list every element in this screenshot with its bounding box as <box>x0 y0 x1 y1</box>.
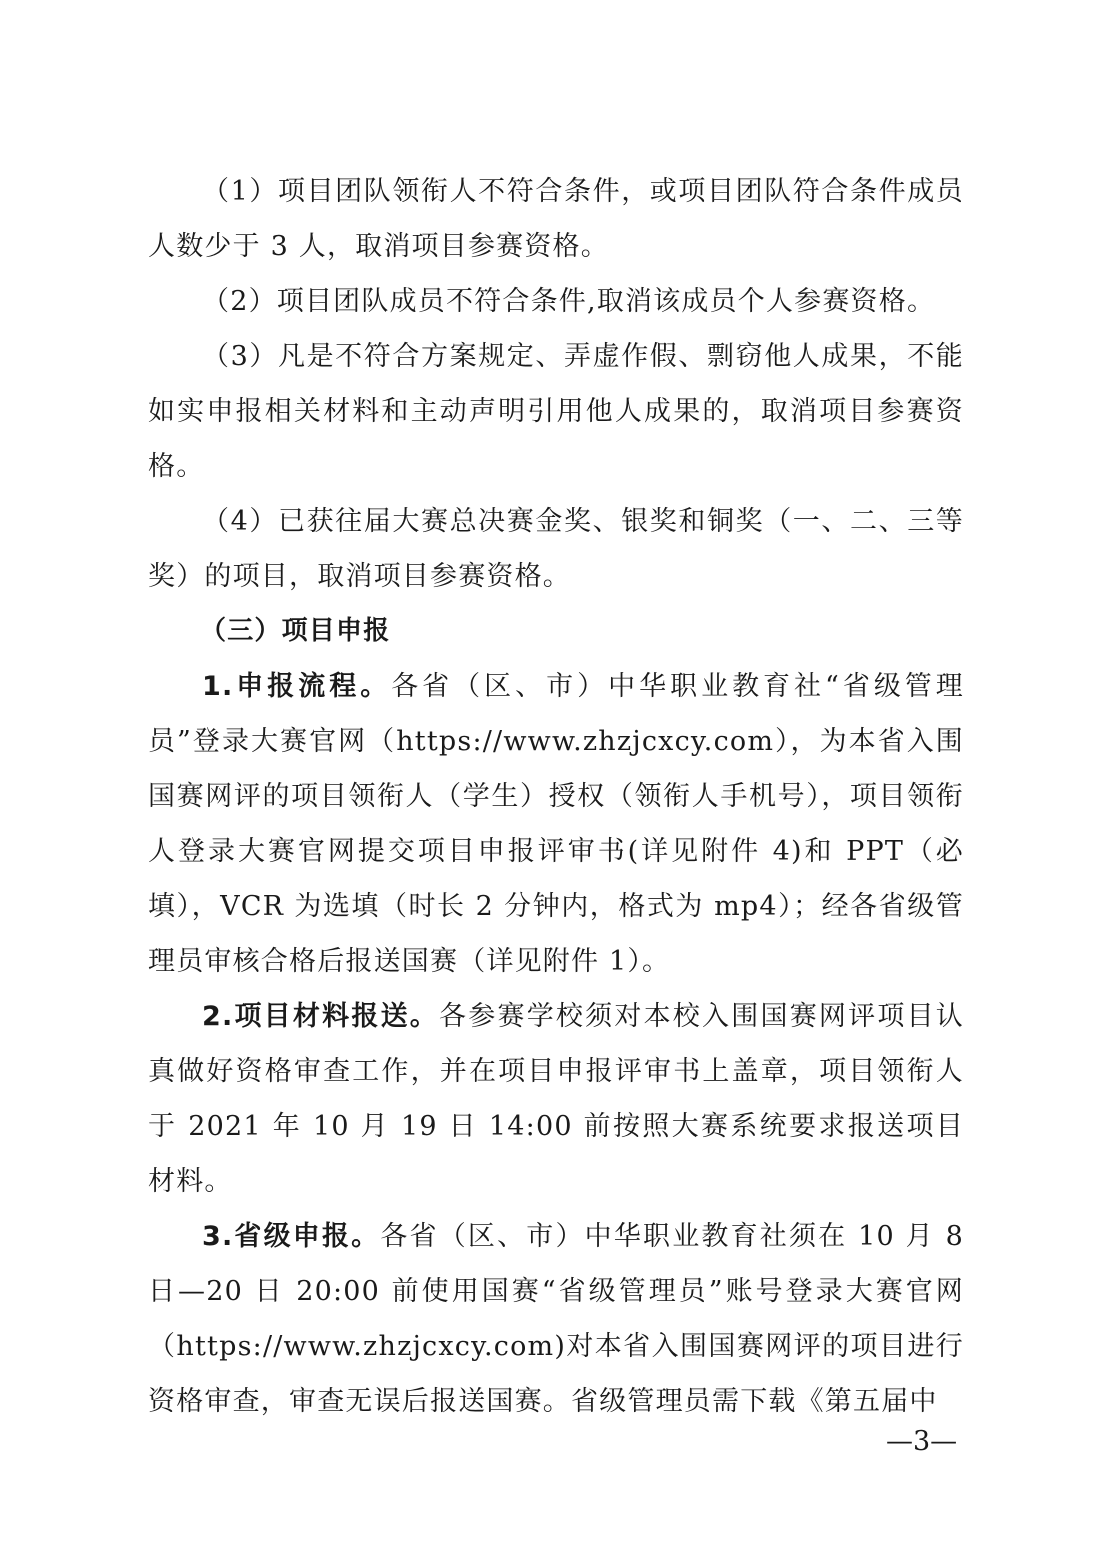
paragraph-4-text: （4）已获往届大赛总决赛金奖、银奖和铜奖（一、二、三等奖）的项目，取消项目参赛资格。 <box>148 506 964 592</box>
item-3-text: 各省（区、市）中华职业教育社须在 10 月 8 日—20 日 20:00 前使用国赛“省级管理员”账号登录大赛官网（https://www.zhzjcxcy.com)对本省入围国赛网评的项目进行资格审查，审查无误后报送国赛。省级管理员需下载《第五届中 <box>148 1221 964 1417</box>
paragraph-1-text: （1）项目团队领衔人不符合条件，或项目团队符合条件成员人数少于 3 人，取消项目参赛资格。 <box>148 176 964 262</box>
item-1 <box>148 659 964 989</box>
item-1-lead: 1.申报流程。 <box>202 671 392 702</box>
item-2-text: 各参赛学校须对本校入围国赛网评项目认真做好资格审查工作，并在项目申报评审书上盖章，项目领衔人于 2021 年 10 月 19 日 14:00 前按照大赛系统要求报送项目材料。 <box>148 1001 965 1197</box>
paragraph-3-text: （3）凡是不符合方案规定、弄虚作假、剽窃他人成果，不能如实申报相关材料和主动声明引用他人成果的，取消项目参赛资格。 <box>148 341 964 482</box>
item-3 <box>148 1209 964 1429</box>
paragraph-2 <box>148 274 964 329</box>
paragraph-3 <box>148 329 964 494</box>
item-1-text: 各省（区、市）中华职业教育社“省级管理员”登录大赛官网（https://www.zhzjcxcy.com），为本省入围国赛网评的项目领衔人（学生）授权（领衔人手机号），项目领衔人登录大赛官网提交项目申报评审书(详见附件 4)和 PPT（必填），VCR 为选填（时长 2 分钟内，格式为 mp4）；经各省级管理员审核合格后报送国赛（详见附件 1）。 <box>148 671 964 977</box>
page-number: —3— <box>886 1426 958 1457</box>
item-2-lead: 2.项目材料报送。 <box>202 1001 440 1032</box>
section-heading: （三）项目申报 <box>200 616 391 646</box>
item-2 <box>148 989 964 1209</box>
paragraph-4 <box>148 494 964 604</box>
paragraph-2-text: （2）项目团队成员不符合条件,取消该成员个人参赛资格。 <box>202 286 936 317</box>
item-3-lead: 3.省级申报。 <box>202 1221 381 1252</box>
body-text <box>148 164 964 1429</box>
paragraph-1 <box>148 164 964 274</box>
